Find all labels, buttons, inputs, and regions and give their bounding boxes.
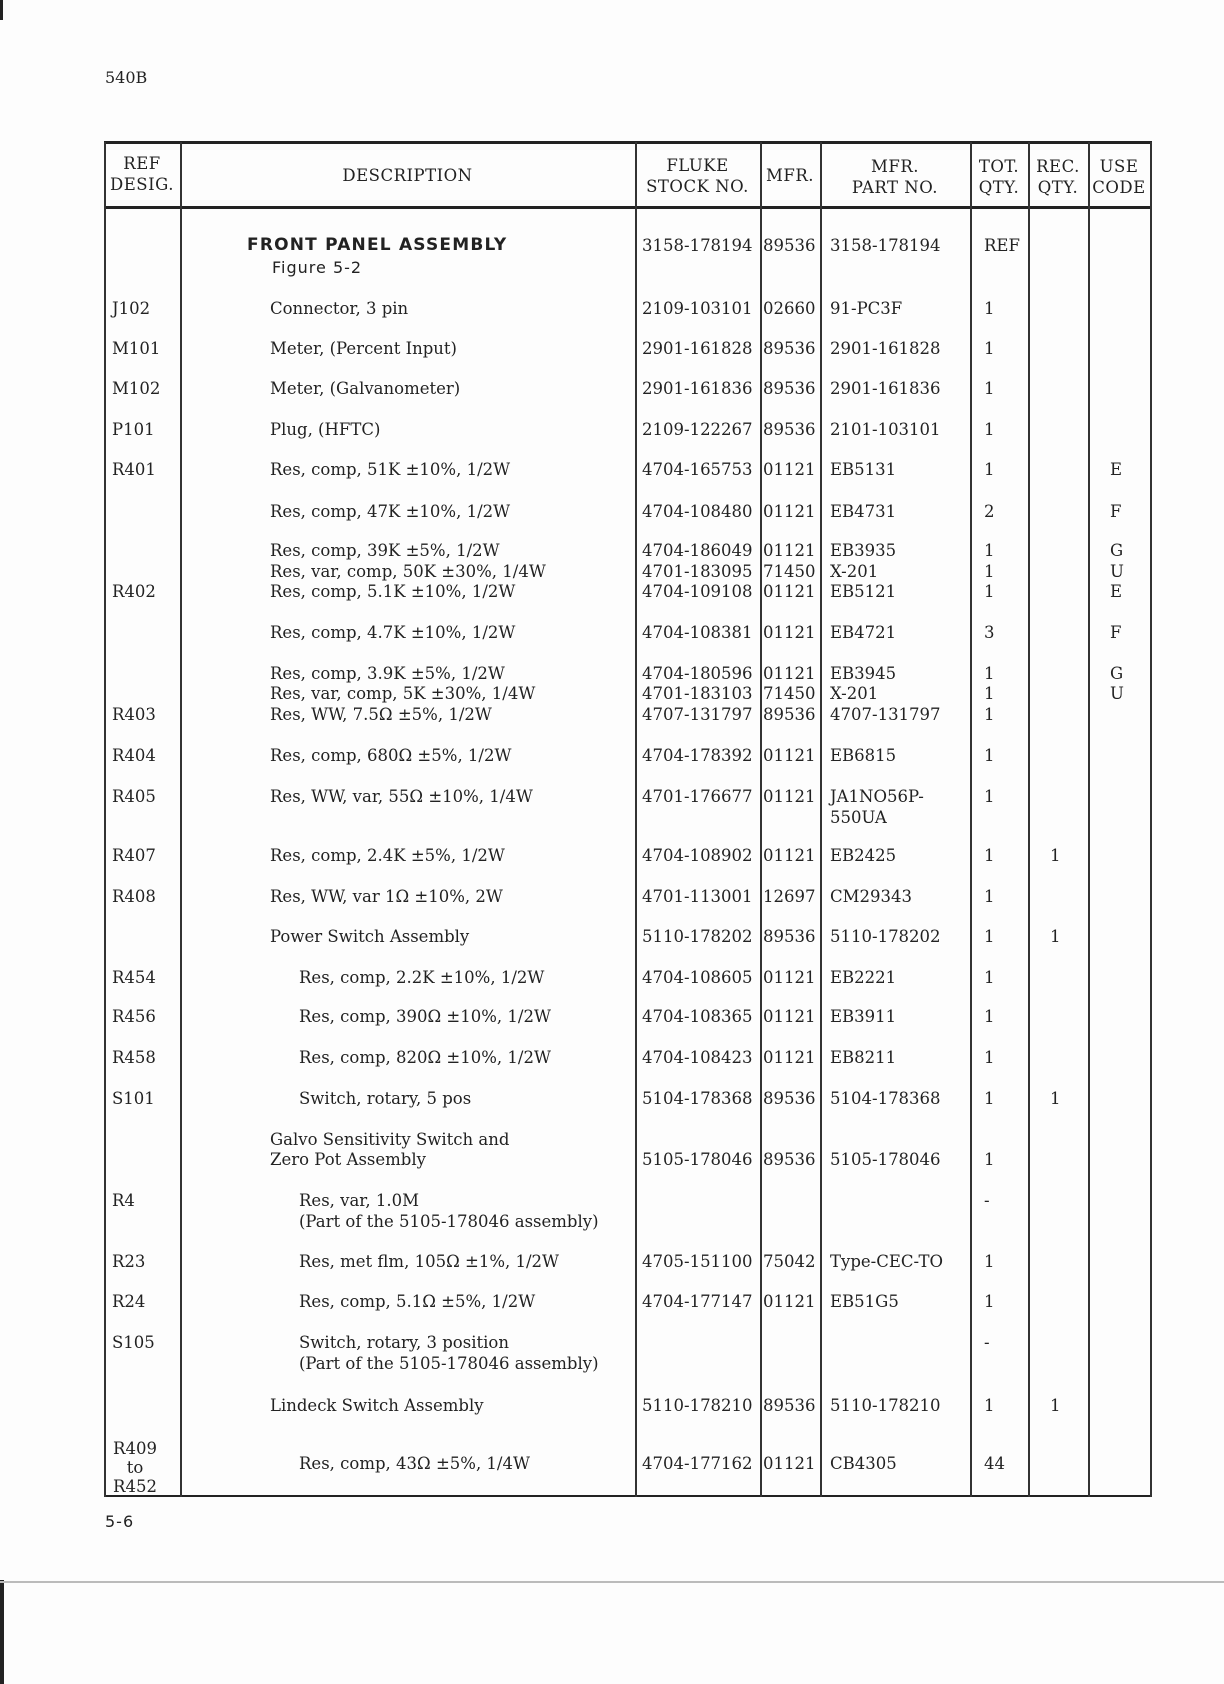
- cell-stock-no: 5104-178368: [642, 1089, 753, 1108]
- cell-stock-no: 4701-183095: [642, 562, 753, 581]
- cell-mfr-code: 89536: [763, 1396, 816, 1415]
- header-rec-qty: REC. QTY.: [1036, 157, 1080, 197]
- cell-ref-desig: R4: [112, 1191, 135, 1210]
- cell-part-no: 91-PC3F: [830, 299, 903, 318]
- table-top-border: [104, 141, 1152, 144]
- cell-part-no: X-201: [830, 684, 879, 703]
- cell-part-no: 4707-131797: [830, 705, 941, 724]
- cell-mfr-code: 01121: [763, 502, 816, 521]
- cell-rec-qty: 1: [1050, 846, 1061, 865]
- cell-description: Res, comp, 5.1K ±10%, 1/2W: [270, 582, 516, 601]
- column-divider: [1088, 142, 1090, 1497]
- cell-description: Res, comp, 2.2K ±10%, 1/2W: [299, 968, 545, 987]
- cell-ref-desig: R401: [112, 460, 156, 479]
- cell-description: Res, WW, var 1Ω ±10%, 2W: [270, 887, 503, 906]
- cell-mfr-code: 01121: [763, 1007, 816, 1026]
- cell-part-no: JA1NO56P- 550UA: [830, 787, 924, 827]
- cell-tot-qty: 1: [984, 1048, 995, 1067]
- column-divider: [760, 142, 762, 1497]
- cell-stock-no: 2901-161828: [642, 339, 753, 358]
- cell-part-no: Type-CEC-TO: [830, 1252, 944, 1271]
- column-divider: [820, 142, 822, 1497]
- cell-description: Res, comp, 5.1Ω ±5%, 1/2W: [299, 1292, 536, 1311]
- cell-mfr-code: 01121: [763, 846, 816, 865]
- cell-mfr-code: 02660: [763, 299, 816, 318]
- cell-part-no: EB5121: [830, 582, 897, 601]
- cell-stock-no: 4705-151100: [642, 1252, 753, 1271]
- cell-mfr-code: 71450: [763, 684, 816, 703]
- cell-stock-no: 4704-108480: [642, 502, 753, 521]
- cell-part-no: EB3935: [830, 541, 897, 560]
- cell-part-no: EB6815: [830, 746, 897, 765]
- cell-ref-desig: R454: [112, 968, 156, 987]
- cell-ref-desig: R456: [112, 1007, 156, 1026]
- cell-tot-qty: 1: [984, 562, 995, 581]
- cell-mfr-code: 75042: [763, 1252, 816, 1271]
- cell-stock-no: 4704-108365: [642, 1007, 753, 1026]
- cell-use-code: E: [1110, 582, 1123, 601]
- cell-tot-qty: 1: [984, 541, 995, 560]
- cell-mfr-code: 01121: [763, 1454, 816, 1473]
- cell-ref-desig: R407: [112, 846, 156, 865]
- cell-tot-qty: 1: [984, 927, 995, 946]
- cell-ref-desig: P101: [112, 420, 155, 439]
- cell-mfr-code: 01121: [763, 623, 816, 642]
- cell-description: Meter, (Galvanometer): [270, 379, 461, 398]
- cell-mfr-code: 01121: [763, 746, 816, 765]
- cell-ref-desig: M102: [112, 379, 161, 398]
- cell-part-no: 2101-103101: [830, 420, 941, 439]
- header-use-code: USE CODE: [1092, 157, 1146, 197]
- cell-stock-no: 4701-183103: [642, 684, 753, 703]
- page-number: 5-6: [105, 1512, 135, 1531]
- cell-ref-desig: S105: [112, 1333, 155, 1352]
- cell-part-no: 5110-178210: [830, 1396, 941, 1415]
- cell-stock-no: 2901-161836: [642, 379, 753, 398]
- cell-tot-qty: 1: [984, 299, 995, 318]
- cell-description: Res, comp, 39K ±5%, 1/2W: [270, 541, 500, 560]
- cell-stock-no: 4704-108605: [642, 968, 753, 987]
- cell-description: Switch, rotary, 5 pos: [299, 1089, 472, 1108]
- cell-description: Res, met flm, 105Ω ±1%, 1/2W: [299, 1252, 559, 1271]
- cell-part-no: 3158-178194: [830, 236, 941, 255]
- column-divider: [635, 142, 637, 1497]
- cell-ref-desig: R24: [112, 1292, 146, 1311]
- cell-ref-desig: S101: [112, 1089, 155, 1108]
- cell-description: Res, comp, 51K ±10%, 1/2W: [270, 460, 511, 479]
- cell-tot-qty: 44: [984, 1454, 1005, 1473]
- cell-part-no: 2901-161828: [830, 339, 941, 358]
- cell-mfr-code: 89536: [763, 379, 816, 398]
- cell-tot-qty: 1: [984, 968, 995, 987]
- column-divider: [1028, 142, 1030, 1497]
- cell-description: Res, comp, 680Ω ±5%, 1/2W: [270, 746, 512, 765]
- cell-part-no: EB5131: [830, 460, 897, 479]
- cell-use-code: F: [1110, 623, 1122, 642]
- cell-tot-qty: REF: [984, 236, 1020, 255]
- section-figure-ref: Figure 5-2: [272, 258, 363, 277]
- cell-tot-qty: 1: [984, 1150, 995, 1169]
- cell-mfr-code: 89536: [763, 705, 816, 724]
- cell-ref-desig: R404: [112, 746, 156, 765]
- cell-tot-qty: 1: [984, 379, 995, 398]
- cell-mfr-code: 01121: [763, 541, 816, 560]
- cell-rec-qty: 1: [1050, 927, 1061, 946]
- cell-use-code: U: [1110, 684, 1124, 703]
- header-ref-desig: REF DESIG.: [110, 154, 174, 194]
- cell-tot-qty: 1: [984, 339, 995, 358]
- cell-tot-qty: 1: [984, 887, 995, 906]
- cell-part-no: X-201: [830, 562, 879, 581]
- cell-mfr-code: 01121: [763, 1048, 816, 1067]
- cell-description: Switch, rotary, 3 position (Part of the 5105-178046 assembly): [299, 1333, 599, 1373]
- cell-part-no: 5104-178368: [830, 1089, 941, 1108]
- cell-description: Power Switch Assembly: [270, 927, 470, 946]
- header-mfr: MFR.: [765, 166, 814, 185]
- column-divider: [104, 142, 106, 1497]
- cell-description: Res, comp, 4.7K ±10%, 1/2W: [270, 623, 516, 642]
- column-divider: [180, 142, 182, 1497]
- cell-stock-no: 4704-186049: [642, 541, 753, 560]
- cell-stock-no: 4704-108381: [642, 623, 753, 642]
- cell-tot-qty: 1: [984, 1396, 995, 1415]
- cell-description: Res, comp, 3.9K ±5%, 1/2W: [270, 664, 505, 683]
- table-bottom-border: [104, 1495, 1152, 1497]
- column-divider: [1150, 142, 1152, 1497]
- cell-part-no: CM29343: [830, 887, 913, 906]
- header-stock-no: FLUKE STOCK NO.: [646, 156, 749, 196]
- cell-stock-no: 4701-176677: [642, 787, 753, 806]
- cell-ref-desig: J102: [112, 299, 151, 318]
- cell-part-no: EB4731: [830, 502, 897, 521]
- cell-stock-no: 4704-109108: [642, 582, 753, 601]
- cell-rec-qty: 1: [1050, 1396, 1061, 1415]
- cell-stock-no: 4701-113001: [642, 887, 753, 906]
- cell-tot-qty: -: [984, 1191, 990, 1210]
- cell-use-code: U: [1110, 562, 1124, 581]
- cell-mfr-code: 89536: [763, 1150, 816, 1169]
- cell-tot-qty: 1: [984, 582, 995, 601]
- cell-stock-no: 2109-122267: [642, 420, 753, 439]
- cell-stock-no: 4704-177147: [642, 1292, 753, 1311]
- cell-ref-desig: R409 to R452: [113, 1439, 157, 1496]
- cell-mfr-code: 01121: [763, 1292, 816, 1311]
- cell-stock-no: 4707-131797: [642, 705, 753, 724]
- cell-ref-desig: R405: [112, 787, 156, 806]
- cell-ref-desig: R458: [112, 1048, 156, 1067]
- cell-ref-desig: R403: [112, 705, 156, 724]
- cell-use-code: F: [1110, 502, 1122, 521]
- cell-description: Meter, (Percent Input): [270, 339, 457, 358]
- cell-stock-no: 4704-180596: [642, 664, 753, 683]
- cell-stock-no: 5110-178210: [642, 1396, 753, 1415]
- header-bottom-border: [104, 206, 1152, 209]
- cell-ref-desig: R402: [112, 582, 156, 601]
- cell-use-code: E: [1110, 460, 1123, 479]
- cell-tot-qty: 1: [984, 787, 995, 806]
- cell-mfr-code: 01121: [763, 582, 816, 601]
- page-edge-mark: [0, 1580, 4, 1684]
- cell-tot-qty: 1: [984, 664, 995, 683]
- cell-part-no: EB2221: [830, 968, 897, 987]
- cell-tot-qty: 1: [984, 684, 995, 703]
- cell-mfr-code: 89536: [763, 236, 816, 255]
- cell-stock-no: 4704-165753: [642, 460, 753, 479]
- cell-part-no: EB2425: [830, 846, 897, 865]
- cell-description: Res, WW, 7.5Ω ±5%, 1/2W: [270, 705, 492, 724]
- cell-tot-qty: 1: [984, 460, 995, 479]
- cell-description: Connector, 3 pin: [270, 299, 409, 318]
- cell-ref-desig: R23: [112, 1252, 146, 1271]
- cell-mfr-code: 01121: [763, 460, 816, 479]
- cell-stock-no: 4704-177162: [642, 1454, 753, 1473]
- cell-description: Zero Pot Assembly: [270, 1150, 426, 1169]
- cell-part-no: 2901-161836: [830, 379, 941, 398]
- cell-description: Plug, (HFTC): [270, 420, 381, 439]
- cell-stock-no: 4704-108423: [642, 1048, 753, 1067]
- model-label: 540B: [105, 68, 148, 87]
- cell-description: Res, comp, 820Ω ±10%, 1/2W: [299, 1048, 551, 1067]
- cell-tot-qty: 1: [984, 1007, 995, 1026]
- cell-tot-qty: -: [984, 1333, 990, 1352]
- cell-mfr-code: 89536: [763, 1089, 816, 1108]
- cell-tot-qty: 1: [984, 746, 995, 765]
- cell-tot-qty: 1: [984, 420, 995, 439]
- cell-description: Lindeck Switch Assembly: [270, 1396, 484, 1415]
- cell-stock-no: 3158-178194: [642, 236, 753, 255]
- cell-description: Res, comp, 390Ω ±10%, 1/2W: [299, 1007, 551, 1026]
- header-description: DESCRIPTION: [342, 166, 473, 185]
- cell-tot-qty: 3: [984, 623, 995, 642]
- cell-use-code: G: [1110, 541, 1124, 560]
- cell-description: Res, WW, var, 55Ω ±10%, 1/4W: [270, 787, 533, 806]
- cell-stock-no: 5105-178046: [642, 1150, 753, 1169]
- cell-mfr-code: 01121: [763, 787, 816, 806]
- page-edge-mark: [0, 0, 3, 20]
- cell-stock-no: 2109-103101: [642, 299, 753, 318]
- cell-part-no: 5105-178046: [830, 1150, 941, 1169]
- cell-tot-qty: 2: [984, 502, 995, 521]
- cell-mfr-code: 01121: [763, 664, 816, 683]
- cell-mfr-code: 89536: [763, 420, 816, 439]
- cell-tot-qty: 1: [984, 1252, 995, 1271]
- cell-tot-qty: 1: [984, 1089, 995, 1108]
- column-divider: [970, 142, 972, 1497]
- cell-description: Res, var, comp, 50K ±30%, 1/4W: [270, 562, 546, 581]
- cell-description: Res, var, comp, 5K ±30%, 1/4W: [270, 684, 536, 703]
- cell-tot-qty: 1: [984, 1292, 995, 1311]
- cell-part-no: 5110-178202: [830, 927, 941, 946]
- cell-part-no: EB3945: [830, 664, 897, 683]
- cell-tot-qty: 1: [984, 705, 995, 724]
- cell-part-no: EB3911: [830, 1007, 897, 1026]
- cell-stock-no: 5110-178202: [642, 927, 753, 946]
- cell-rec-qty: 1: [1050, 1089, 1061, 1108]
- cell-part-no: EB4721: [830, 623, 897, 642]
- cell-mfr-code: 71450: [763, 562, 816, 581]
- cell-description: Res, comp, 43Ω ±5%, 1/4W: [299, 1454, 530, 1473]
- cell-ref-desig: R408: [112, 887, 156, 906]
- cell-mfr-code: 01121: [763, 968, 816, 987]
- cell-part-no: CB4305: [830, 1454, 897, 1473]
- cell-mfr-code: 89536: [763, 339, 816, 358]
- cell-description: Res, comp, 2.4K ±5%, 1/2W: [270, 846, 505, 865]
- cell-stock-no: 4704-108902: [642, 846, 753, 865]
- cell-description: Res, comp, 47K ±10%, 1/2W: [270, 502, 511, 521]
- cell-part-no: EB8211: [830, 1048, 897, 1067]
- cell-use-code: G: [1110, 664, 1124, 683]
- cell-description: Galvo Sensitivity Switch and: [270, 1130, 510, 1149]
- cell-tot-qty: 1: [984, 846, 995, 865]
- cell-ref-desig: M101: [112, 339, 161, 358]
- cell-mfr-code: 89536: [763, 927, 816, 946]
- scan-line: [0, 1581, 1224, 1583]
- cell-stock-no: 4704-178392: [642, 746, 753, 765]
- header-tot-qty: TOT. QTY.: [978, 157, 1020, 197]
- cell-description: Res, var, 1.0M (Part of the 5105-178046 assembly): [299, 1191, 599, 1231]
- cell-part-no: EB51G5: [830, 1292, 899, 1311]
- section-title: FRONT PANEL ASSEMBLY: [247, 235, 508, 255]
- cell-mfr-code: 12697: [763, 887, 816, 906]
- header-part-no: MFR. PART NO.: [851, 157, 939, 197]
